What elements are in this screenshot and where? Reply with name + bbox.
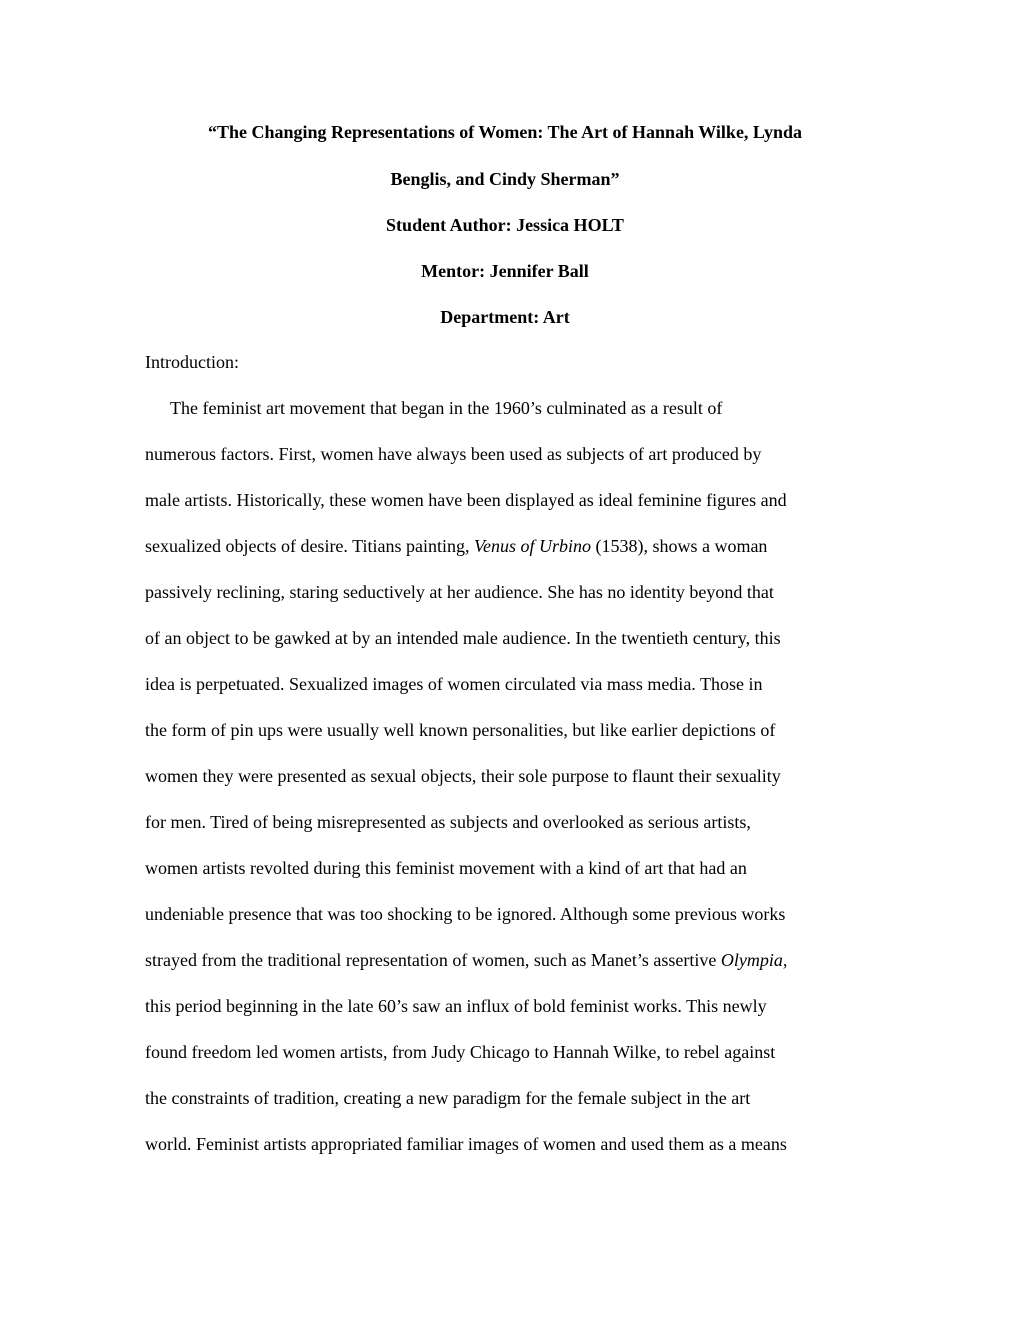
- student-author: Student Author: Jessica HOLT: [386, 215, 624, 235]
- artwork-title: Olympia,: [720, 950, 788, 970]
- body-line: the constraints of tradition, creating a new paradigm for the female subject in the art: [145, 1088, 751, 1108]
- body-line: The feminist art movement that began in the 1960’s culminated as a result of: [170, 398, 723, 418]
- body-line: passively reclining, staring seductively at her audience. She has no identity beyond that: [145, 582, 774, 602]
- body-line: found freedom led women artists, from Judy Chicago to Hannah Wilke, to rebel against: [145, 1042, 776, 1062]
- body-text: (1538), shows a woman: [590, 536, 768, 556]
- artwork-title: Venus of Urbino: [473, 536, 591, 556]
- body-line: [145, 534, 767, 558]
- body-line: this period beginning in the late 60’s saw an influx of bold feminist works. This newly: [145, 996, 767, 1016]
- title-line-2: Benglis, and Cindy Sherman”: [390, 169, 620, 189]
- body-line: of an object to be gawked at by an intended male audience. In the twentieth century, this: [145, 628, 781, 648]
- body-line: for men. Tired of being misrepresented as subjects and overlooked as serious artists,: [145, 812, 751, 832]
- body-line: [145, 948, 787, 972]
- body-line: idea is perpetuated. Sexualized images of women circulated via mass media. Those in: [145, 674, 763, 694]
- body-line: undeniable presence that was too shocking to be ignored. Although some previous works: [145, 904, 786, 924]
- body-line: male artists. Historically, these women have been displayed as ideal feminine figures and: [145, 490, 787, 510]
- body-line: world. Feminist artists appropriated familiar images of women and used them as a means: [145, 1134, 787, 1154]
- body-line: women they were presented as sexual objects, their sole purpose to flaunt their sexuality: [145, 766, 781, 786]
- department: Department: Art: [440, 307, 570, 327]
- body-text: strayed from the traditional representation of women, such as Manet’s assertive: [145, 950, 721, 970]
- title-line-1: “The Changing Representations of Women: The Art of Hannah Wilke, Lynda: [208, 122, 802, 142]
- body-line: the form of pin ups were usually well known personalities, but like earlier depictions of: [145, 720, 776, 740]
- body-line: numerous factors. First, women have always been used as subjects of art produced by: [145, 444, 762, 464]
- section-heading: Introduction:: [145, 352, 239, 372]
- body-line: women artists revolted during this feminist movement with a kind of art that had an: [145, 858, 747, 878]
- body-text: sexualized objects of desire. Titians painting,: [145, 536, 474, 556]
- mentor: Mentor: Jennifer Ball: [421, 261, 589, 281]
